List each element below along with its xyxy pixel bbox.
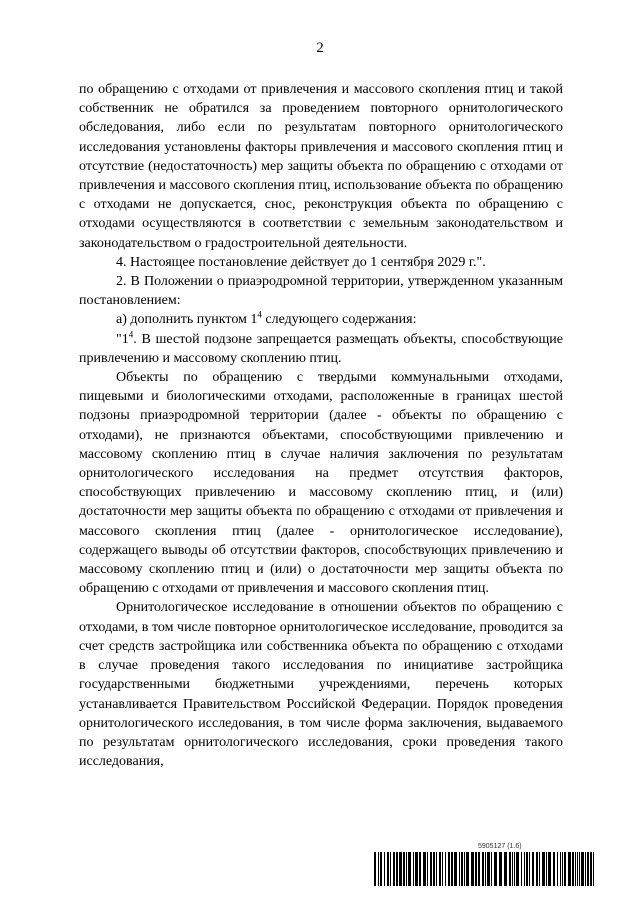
- barcode-bar: [413, 852, 414, 886]
- barcode-bar: [585, 852, 586, 886]
- barcode-bar: [374, 852, 376, 886]
- barcode-bar: [454, 852, 457, 886]
- barcode-bar: [439, 852, 441, 886]
- barcode-bar: [387, 852, 389, 886]
- barcode-bar: [512, 852, 513, 886]
- barcode-bar: [504, 852, 507, 886]
- barcode-bar: [524, 852, 525, 886]
- barcode-bar: [529, 852, 530, 886]
- barcode-bar: [587, 852, 589, 886]
- barcode-bar: [459, 852, 460, 886]
- barcode-bar: [396, 852, 398, 886]
- barcode-bar: [445, 852, 446, 886]
- barcode-bar: [461, 852, 463, 886]
- barcode-bar: [562, 852, 563, 886]
- paragraph-continuation: по обращению с отходами от привлечения и массового скопления птиц и такой собственник не обратился за проведением повторного орнитологического обследования, либо если по результатам повторного орнитологического исследования установлены факторы привлечения и массового скопления птиц и отсутствие (недостаточность) мер защиты объекта по обращению с отходами от привлечения и массового скопления птиц, использование объекта по обращению с отходами не допускается, снос, реконструкция объекта по обращению с отходами осуществляются в соответствии с земельным законодательством и законодательством о градостроительной деятельности.: [79, 82, 563, 251]
- barcode-bar: [408, 852, 411, 886]
- barcode-bar: [568, 852, 571, 886]
- barcode-bar: [539, 852, 540, 886]
- barcode-bar: [471, 852, 474, 886]
- superscript: 4: [257, 309, 262, 320]
- barcode-bar: [542, 852, 545, 886]
- text-fragment: . В шестой подзоне запрещается размещать объекты, способствующие привлечению и массовому скоплению птиц.: [79, 331, 563, 366]
- barcode-bar: [448, 852, 450, 886]
- text-fragment: а) дополнить пунктом 1: [116, 312, 258, 328]
- barcode-bar: [579, 852, 580, 886]
- barcode-bar: [499, 852, 502, 886]
- paragraph-point-1-4: [79, 330, 563, 368]
- barcode-bar: [430, 852, 432, 886]
- barcode-bar: [384, 852, 385, 886]
- barcode-bar: [536, 852, 538, 886]
- barcode-bar: [553, 852, 555, 886]
- barcode-bar: [390, 852, 391, 886]
- barcode-bar: [546, 852, 547, 886]
- barcode-bar: [436, 852, 437, 886]
- barcode-bar: [548, 852, 551, 886]
- barcode-bar: [577, 852, 578, 886]
- barcode-bar: [590, 852, 592, 886]
- document-code: 5905127 (1.6): [478, 843, 522, 850]
- barcode-bar: [433, 852, 435, 886]
- barcode-bar: [593, 852, 594, 886]
- barcode-bar: [572, 852, 574, 886]
- barcode-bar: [521, 852, 522, 886]
- barcode-bar: [380, 852, 382, 886]
- barcode-bar: [487, 852, 490, 886]
- barcode-bar: [491, 852, 492, 886]
- text-fragment: "1: [116, 331, 129, 347]
- barcode-bar: [466, 852, 469, 886]
- paragraph-item-4: 4. Настоящее постановление действует до 1 сентября 2029 г.".: [116, 254, 486, 270]
- barcode-bar: [482, 852, 484, 886]
- barcode-bar: [393, 852, 395, 886]
- barcode-bar: [557, 852, 558, 886]
- barcode-bar: [419, 852, 421, 886]
- page-number: 2: [316, 40, 324, 56]
- barcode-bar: [442, 852, 443, 886]
- paragraph-waste-objects: Объекты по обращению с твердыми коммунальными отходами, пищевыми и биологическими отходами, расположенные в границах шестой подзоны приаэродромной территории (далее - объекты по обращению с отходами), не признаются объектами, способствующими привлечению и массовому скоплению птиц в случае наличия заключения по результатам орнитологического исследования на предмет отсутствия факторов, способствующих привлечению и массовому скоплению птиц, и (или) достаточности мер защиты объекта по обращению с отходами от привлечения и массового скопления птиц (далее - орнитологическое исследование), содержащего выводы об отсутствии факторов, способствующих привлечению и массовому скоплению птиц и (или) о достаточности мер защиты объекта по обращению с отходами от привлечения и массового скопления птиц.: [79, 370, 563, 597]
- barcode-bar: [451, 852, 453, 886]
- barcode-bar: [399, 852, 402, 886]
- barcode-bar: [575, 852, 576, 886]
- barcode-bar: [514, 852, 515, 886]
- barcode-bar: [516, 852, 519, 886]
- barcode-bar: [378, 852, 379, 886]
- barcode-bar: [478, 852, 480, 886]
- barcode-bar: [581, 852, 584, 886]
- barcode-bar: [415, 852, 418, 886]
- paragraph-subitem-a: [79, 310, 563, 329]
- barcode-bar: [475, 852, 477, 886]
- text-fragment: следующего содержания:: [261, 312, 417, 328]
- barcode-bar: [532, 852, 534, 886]
- barcode-bar: [560, 852, 561, 886]
- paragraph-ornithological-study: Орнитологическое исследование в отношении объектов по обращению с отходами, в том числе повторное орнитологическое исследование, проводится за счет средств застройщика или собственника объекта по обращению с отходами в случае проведения такого исследования по инициативе застройщика государственными бюджетными учреждениями, перечень которых устанавливается Правительством Российской Федерации. Порядок проведения орнитологического исследования, в том числе форма заключения, выдаваемого по результатам орнитологического исследования, сроки проведения такого исследования,: [79, 600, 563, 770]
- barcode-bar: [564, 852, 566, 886]
- barcode-bar: [406, 852, 407, 886]
- superscript: 4: [128, 328, 134, 339]
- barcode-bar: [423, 852, 426, 886]
- barcode-bar: [509, 852, 511, 886]
- document-body: [79, 80, 563, 771]
- barcode-bar: [526, 852, 528, 886]
- barcode-bar: [403, 852, 405, 886]
- paragraph-item-2: 2. В Положении о приаэродромной территории, утвержденном указанным постановлением:: [79, 274, 563, 309]
- barcode-bar: [494, 852, 497, 886]
- barcode-bar: [427, 852, 428, 886]
- barcode-bar: [485, 852, 486, 886]
- barcode-icon: [374, 852, 594, 886]
- barcode-bar: [464, 852, 465, 886]
